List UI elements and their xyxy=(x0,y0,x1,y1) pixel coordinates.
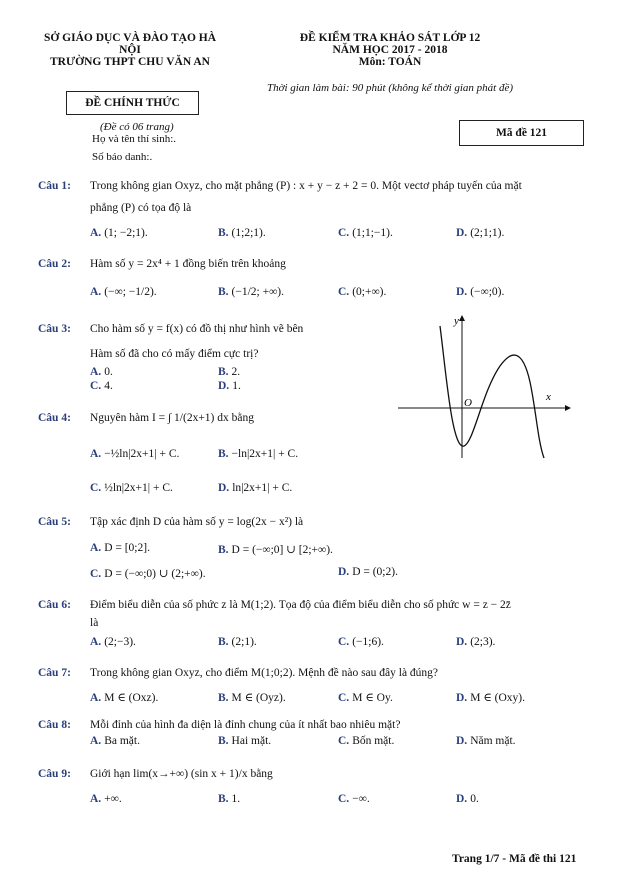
option-letter: D. xyxy=(338,566,350,578)
answer-option[interactable] xyxy=(218,366,240,378)
option-text: (2;−3). xyxy=(104,636,136,648)
option-text: −½ln|2x+1| + C. xyxy=(104,448,180,460)
option-text: (−1/2; +∞). xyxy=(231,286,285,298)
option-text: M ∈ (Oxy). xyxy=(470,692,526,704)
option-letter: C. xyxy=(90,568,102,580)
option-letter: C. xyxy=(90,482,102,494)
answer-option[interactable] xyxy=(90,380,113,392)
option-text: M ∈ (Oyz). xyxy=(231,692,286,704)
option-letter: C. xyxy=(338,286,350,298)
page-footer: Trang 1/7 - Mã đề thi 121 xyxy=(452,853,577,865)
official-label: ĐỀ CHÍNH THỨC xyxy=(85,97,180,109)
question-label: Câu 4: xyxy=(38,412,71,424)
school-year: NĂM HỌC 2017 - 2018 xyxy=(332,44,448,56)
option-letter: A. xyxy=(90,227,102,239)
option-letter: A. xyxy=(90,636,102,648)
answer-option[interactable] xyxy=(218,286,284,298)
option-text: (1;1;−1). xyxy=(352,227,393,239)
option-letter: A. xyxy=(90,366,102,378)
option-letter: B. xyxy=(218,735,229,747)
option-letter: C. xyxy=(338,227,350,239)
answer-option[interactable] xyxy=(90,366,113,378)
option-letter: B. xyxy=(218,793,229,805)
school-name: TRƯỜNG THPT CHU VĂN AN xyxy=(50,56,210,68)
exam-title-block xyxy=(290,32,490,68)
answer-option[interactable] xyxy=(456,735,516,747)
exam-code-box xyxy=(459,120,584,146)
question-text-cont: Hàm số đã cho có mấy điểm cực trị? xyxy=(90,348,259,360)
option-letter: A. xyxy=(90,542,102,554)
answer-option[interactable] xyxy=(338,690,393,704)
pages-note: (Đề có 06 trang) xyxy=(100,121,174,133)
question-text-cont: là xyxy=(90,617,99,629)
dept-name xyxy=(30,32,230,68)
answer-option[interactable] xyxy=(338,286,386,298)
option-letter: C. xyxy=(338,735,350,747)
candidate-id-field: Số báo danh:. xyxy=(92,151,153,163)
question-label: Câu 3: xyxy=(38,323,71,335)
option-text: (2;1). xyxy=(231,636,257,648)
option-text: ln|2x+1| + C. xyxy=(232,482,293,494)
answer-option[interactable] xyxy=(338,566,398,578)
option-text: −ln|2x+1| + C. xyxy=(231,448,299,460)
question-text: Trong không gian Oxyz, cho mặt phẳng (P) : x + y − z + 2 = 0. Một vectơ pháp tuyến của mặt xyxy=(90,180,522,192)
option-letter: A. xyxy=(90,793,102,805)
option-letter: C. xyxy=(338,793,350,805)
option-text: 1. xyxy=(232,380,241,392)
option-letter: D. xyxy=(456,286,468,298)
option-letter: A. xyxy=(90,692,102,704)
answer-option[interactable] xyxy=(218,735,271,747)
option-text: ½ln|2x+1| + C. xyxy=(104,482,173,494)
option-text: M ∈ Oy. xyxy=(352,692,393,704)
option-text: (−∞; −1/2). xyxy=(104,286,157,298)
option-letter: D. xyxy=(218,482,230,494)
option-letter: B. xyxy=(218,286,229,298)
answer-option[interactable] xyxy=(90,690,158,704)
candidate-name-field: Họ và tên thí sinh:. xyxy=(92,133,177,145)
option-letter: B. xyxy=(218,448,229,460)
option-text: D = (−∞;0] ∪ [2;+∞). xyxy=(231,544,333,556)
option-letter: A. xyxy=(90,286,102,298)
question-text: Cho hàm số y = f(x) có đồ thị như hình vẽ bên xyxy=(90,323,304,335)
option-letter: D. xyxy=(456,636,468,648)
option-text: (0;+∞). xyxy=(352,286,387,298)
option-letter: A. xyxy=(90,448,102,460)
answer-option[interactable] xyxy=(456,793,479,805)
answer-option[interactable] xyxy=(218,380,241,392)
question-label: Câu 7: xyxy=(38,667,71,679)
option-text: (−∞;0). xyxy=(470,286,505,298)
option-letter: B. xyxy=(218,227,229,239)
official-box xyxy=(66,91,199,115)
dept-line-2: NỘI xyxy=(119,44,141,56)
option-text: 4. xyxy=(104,380,113,392)
option-text: Bốn mặt. xyxy=(352,735,395,747)
answer-option[interactable] xyxy=(456,227,504,239)
option-text: (1; −2;1). xyxy=(104,227,148,239)
option-text: D = [0;2]. xyxy=(104,542,150,554)
option-text: M ∈ (Oxz). xyxy=(104,692,159,704)
option-letter: C. xyxy=(90,380,102,392)
answer-option[interactable] xyxy=(90,636,136,648)
question-label: Câu 9: xyxy=(38,768,71,780)
option-letter: D. xyxy=(456,735,468,747)
question-text: Giới hạn lim(x→+∞) (sin x + 1)/x bằng xyxy=(90,768,273,780)
option-text: +∞. xyxy=(104,793,122,805)
option-text: 1. xyxy=(231,793,241,805)
answer-option[interactable] xyxy=(338,793,370,805)
option-text: 0. xyxy=(470,793,479,805)
option-letter: C. xyxy=(338,636,350,648)
option-text: (2;1;1). xyxy=(470,227,505,239)
option-text: Ba mặt. xyxy=(104,735,140,747)
option-letter: D. xyxy=(456,692,468,704)
option-text: D = (0;2). xyxy=(352,566,398,578)
answer-option[interactable] xyxy=(338,735,394,747)
answer-option[interactable] xyxy=(218,542,333,556)
subject: Môn: TOÁN xyxy=(358,56,422,68)
option-text: (1;2;1). xyxy=(231,227,266,239)
answer-option[interactable] xyxy=(218,636,257,648)
option-text: (−1;6). xyxy=(352,636,384,648)
answer-option[interactable] xyxy=(90,566,206,580)
answer-option[interactable] xyxy=(456,286,504,298)
question-text: Mỗi đỉnh của hình đa diện là đỉnh chung của ít nhất bao nhiêu mặt? xyxy=(90,719,401,731)
question-label: Câu 6: xyxy=(38,599,71,611)
answer-option[interactable] xyxy=(90,227,148,239)
question-text: Hàm số y = 2x⁴ + 1 đồng biến trên khoảng xyxy=(90,258,286,270)
answer-option[interactable] xyxy=(218,793,240,805)
option-text: Hai mặt. xyxy=(231,735,272,747)
option-letter: B. xyxy=(218,366,229,378)
option-letter: C. xyxy=(338,692,350,704)
function-curve xyxy=(440,326,544,458)
option-text: −∞. xyxy=(352,793,370,805)
question-text-cont: phẳng (P) có tọa độ là xyxy=(90,202,192,214)
option-letter: B. xyxy=(218,544,229,556)
dept-line-1: SỞ GIÁO DỤC VÀ ĐÀO TẠO HÀ xyxy=(43,32,217,44)
answer-option[interactable] xyxy=(218,448,298,460)
question-label: Câu 5: xyxy=(38,516,71,528)
exam-code: Mã đề 121 xyxy=(495,127,548,139)
question-text: Tập xác định D của hàm số y = log(2x − x²) là xyxy=(90,516,304,528)
answer-option[interactable] xyxy=(90,793,122,805)
option-text: Năm mặt. xyxy=(470,735,516,747)
answer-option[interactable] xyxy=(218,690,286,704)
option-letter: D. xyxy=(456,227,468,239)
answer-option[interactable] xyxy=(218,482,292,494)
question-label: Câu 8: xyxy=(38,719,71,731)
answer-option[interactable] xyxy=(338,227,393,239)
question-text: Trong không gian Oxyz, cho điểm M(1;0;2). Mệnh đề nào sau đây là đúng? xyxy=(90,667,439,679)
option-letter: D. xyxy=(456,793,468,805)
origin-label: O xyxy=(464,397,472,409)
option-text: 2. xyxy=(231,366,241,378)
answer-option[interactable] xyxy=(90,286,157,298)
option-text: (2;3). xyxy=(470,636,496,648)
answer-option[interactable] xyxy=(338,636,384,648)
answer-option[interactable] xyxy=(90,735,140,747)
answer-option[interactable] xyxy=(218,227,266,239)
option-letter: B. xyxy=(218,692,229,704)
answer-option[interactable] xyxy=(456,690,525,704)
answer-option[interactable] xyxy=(90,448,179,460)
question-label: Câu 1: xyxy=(38,180,71,192)
option-letter: B. xyxy=(218,636,229,648)
option-text: D = (−∞;0) ∪ (2;+∞). xyxy=(104,568,206,580)
option-text: 0. xyxy=(104,366,113,378)
exam-time: Thời gian làm bài: 90 phút (không kể thời gian phát đề) xyxy=(266,82,514,94)
option-letter: D. xyxy=(218,380,230,392)
answer-option[interactable] xyxy=(90,542,150,554)
function-graph xyxy=(398,312,578,462)
question-label: Câu 2: xyxy=(38,258,71,270)
question-text: Nguyên hàm I = ∫ 1/(2x+1) dx bằng xyxy=(90,412,254,424)
option-letter: A. xyxy=(90,735,102,747)
answer-option[interactable] xyxy=(456,636,495,648)
y-label: y xyxy=(454,315,459,327)
x-label: x xyxy=(546,391,551,403)
exam-title: ĐỀ KIỂM TRA KHẢO SÁT LỚP 12 xyxy=(299,32,481,44)
answer-option[interactable] xyxy=(90,482,173,494)
question-text: Điểm biểu diễn của số phức z là M(1;2). Tọa độ của điểm biểu diễn cho số phức w = z − 2z̄ xyxy=(90,599,511,611)
